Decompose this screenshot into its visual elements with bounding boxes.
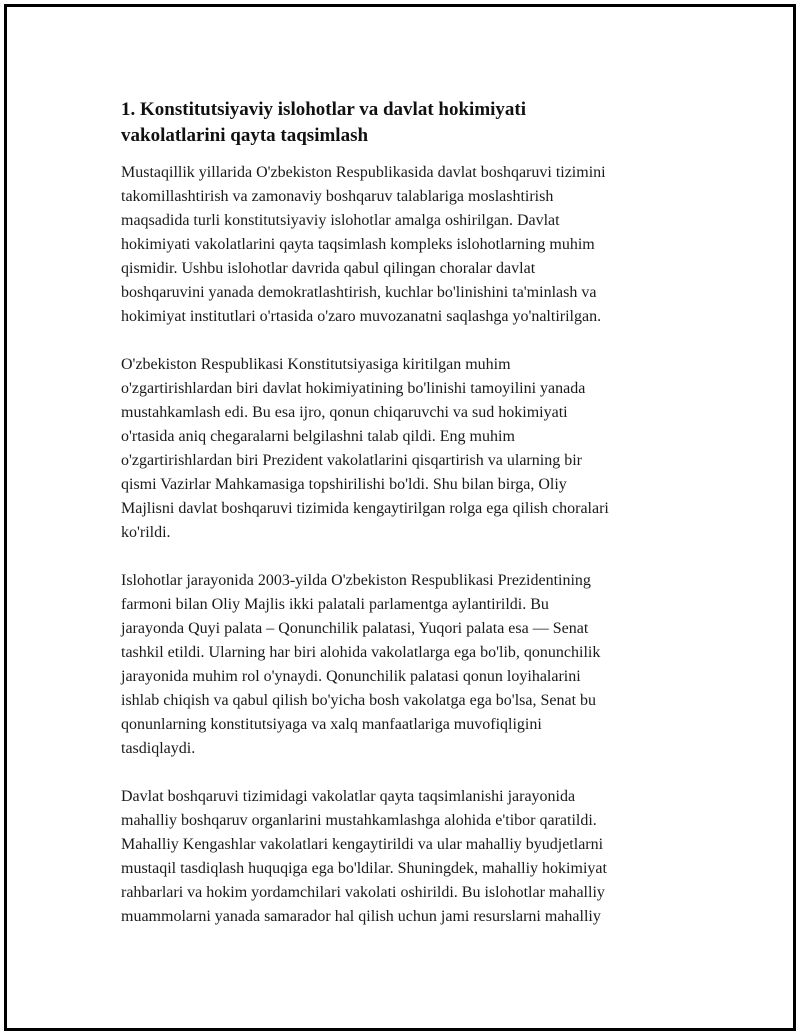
paragraph-2 — [121, 353, 691, 545]
heading-line: vakolatlarini qayta taqsimlash — [121, 125, 369, 146]
text-line: ko'rildi. — [121, 524, 171, 541]
text-line: Mustaqillik yillarida O'zbekiston Respublikasida davlat boshqaruvi tizimini — [121, 164, 606, 181]
text-line: o'rtasida aniq chegaralarni belgilashni talab qildi. Eng muhim — [121, 428, 515, 445]
document-page — [4, 4, 796, 1031]
text-line: jarayonda Quyi palata – Qonunchilik palatasi, Yuqori palata esa — Senat — [121, 620, 589, 637]
section-heading — [121, 97, 691, 149]
text-line: mustahkamlash edi. Bu esa ijro, qonun chiqaruvchi va sud hokimiyati — [121, 404, 568, 421]
text-line: qismi Vazirlar Mahkamasiga topshirilishi bo'ldi. Shu bilan birga, Oliy — [121, 476, 567, 493]
text-line: farmoni bilan Oliy Majlis ikki palatali parlamentga aylantirildi. Bu — [121, 596, 549, 613]
text-line: jarayonida muhim rol o'ynaydi. Qonunchilik palatasi qonun loyihalarini — [121, 668, 581, 685]
text-line: tasdiqlaydi. — [121, 740, 196, 757]
paragraph-1 — [121, 161, 691, 329]
text-line: Mahalliy Kengashlar vakolatlari kengaytirildi va ular mahalliy byudjetlarni — [121, 836, 604, 853]
text-line: qonunlarning konstitutsiyaga va xalq manfaatlariga muvofiqligini — [121, 716, 542, 733]
text-line: muammolarni yanada samarador hal qilish uchun jami resurslarni mahalliy — [121, 908, 601, 925]
heading-line: 1. Konstitutsiyaviy islohotlar va davlat hokimiyati — [121, 99, 527, 120]
text-line: hokimiyati vakolatlarini qayta taqsimlash kompleks islohotlarning muhim — [121, 236, 595, 253]
text-line: o'zgartirishlardan biri Prezident vakolatlarini qisqartirish va ularning bir — [121, 452, 582, 469]
text-line: ishlab chiqish va qabul qilish bo'yicha bosh vakolatga ega bo'lsa, Senat bu — [121, 692, 597, 709]
text-line: rahbarlari va hokim yordamchilari vakolati oshirildi. Bu islohotlar mahalliy — [121, 884, 605, 901]
text-line: o'zgartirishlardan biri davlat hokimiyatining bo'linishi tamoyilini yanada — [121, 380, 586, 397]
text-line: qismidir. Ushbu islohotlar davrida qabul qilingan choralar davlat — [121, 260, 536, 277]
text-line: Islohotlar jarayonida 2003-yilda O'zbekiston Respublikasi Prezidentining — [121, 572, 591, 589]
paragraph-4 — [121, 785, 691, 929]
text-line: maqsadida turli konstitutsiyaviy islohotlar amalga oshirilgan. Davlat — [121, 212, 560, 229]
text-line: mustaqil tasdiqlash huquqiga ega bo'ldilar. Shuningdek, mahalliy hokimiyat — [121, 860, 607, 877]
text-line: mahalliy boshqaruv organlarini mustahkamlashga alohida e'tibor qaratildi. — [121, 812, 597, 829]
text-line: Davlat boshqaruvi tizimidagi vakolatlar qayta taqsimlanishi jarayonida — [121, 788, 576, 805]
text-line: Majlisni davlat boshqaruvi tizimida kengaytirilgan rolga ega qilish choralari — [121, 500, 609, 517]
text-line: boshqaruvini yanada demokratlashtirish, kuchlar bo'linishini ta'minlash va — [121, 284, 597, 301]
document-body — [121, 97, 691, 953]
text-line: tashkil etildi. Ularning har biri alohida vakolatlarga ega bo'lib, qonunchilik — [121, 644, 601, 661]
text-line: hokimiyat institutlari o'rtasida o'zaro muvozanatni saqlashga yo'naltirilgan. — [121, 308, 602, 325]
text-line: O'zbekiston Respublikasi Konstitutsiyasiga kiritilgan muhim — [121, 356, 511, 373]
text-line: takomillashtirish va zamonaviy boshqaruv talablariga moslashtirish — [121, 188, 554, 205]
paragraph-3 — [121, 569, 691, 761]
